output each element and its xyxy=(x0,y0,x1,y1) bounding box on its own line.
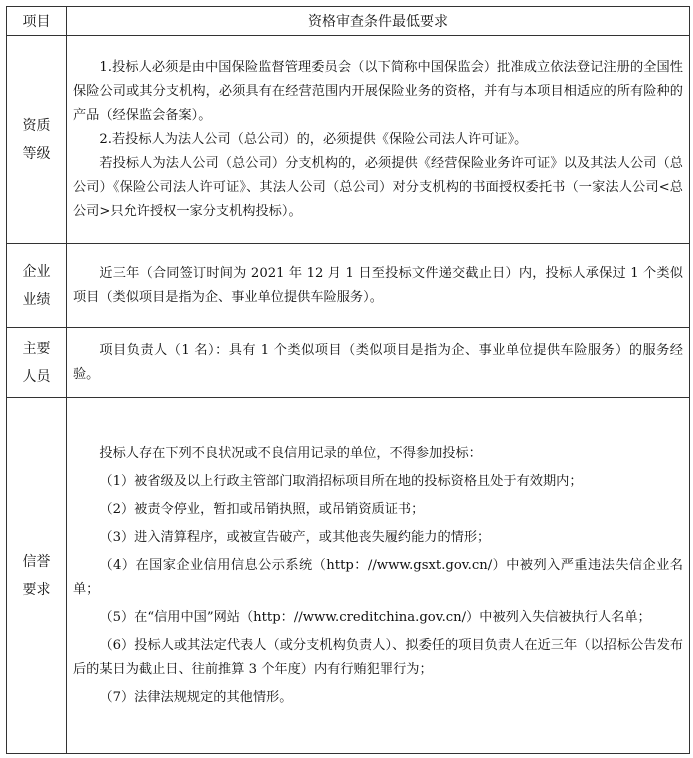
list-item: （5）在“信用中国”网站（http：//www.creditchina.gov.cn/）中被列入失信被执行人名单； xyxy=(99,609,651,625)
row-label-line: 信誉 xyxy=(22,553,51,570)
paragraph: 项目负责人（1 名）：具有 1 个类似项目（类似项目是指为企、事业单位提供车险服务）的服务经验。 xyxy=(73,342,683,382)
row-content xyxy=(67,328,690,398)
row-content xyxy=(67,398,690,754)
row-label xyxy=(7,36,67,244)
list-item: （1）被省级及以上行政主管部门取消招标项目所在地的投标资格且处于有效期内； xyxy=(99,473,583,489)
row-label xyxy=(7,328,67,398)
row-label-line: 业绩 xyxy=(22,291,51,308)
row-company-performance xyxy=(7,244,690,328)
list-item: （6）投标人或其法定代表人（或分支机构负责人）、拟委任的项目负责人在近三年（以招标公告发布后的某日为截止日、往前推算 3 个年度）内有行贿犯罪行为； xyxy=(73,637,683,677)
row-key-personnel xyxy=(7,328,690,398)
header-item: 项目 xyxy=(7,7,67,36)
list-item: （4）在国家企业信用信息公示系统（http：//www.gsxt.gov.cn/）中被列入严重违法失信企业名单； xyxy=(73,557,683,597)
row-credit-requirements xyxy=(7,398,690,754)
list-item: （3）进入清算程序，或被宣告破产，或其他丧失履约能力的情形； xyxy=(99,529,491,545)
row-content xyxy=(67,36,690,244)
list-item: （7）法律法规规定的其他情形。 xyxy=(99,689,293,705)
row-label-line: 企业 xyxy=(22,263,51,280)
paragraph: 1.投标人必须是由中国保险监督管理委员会（以下简称中国保监会）批准成立依法登记注册的全国性保险公司或其分支机构，必须具有在经营范围内开展保险业务的资格，并有与本项目相适应的所有险种的产品（经保监会备案）。 xyxy=(73,59,683,123)
paragraph: 近三年（合同签订时间为 2021 年 12 月 1 日至投标文件递交截止日）内，投标人承保过 1 个类似项目（类似项目是指为企、事业单位提供车险服务）。 xyxy=(73,265,683,305)
row-content xyxy=(67,244,690,328)
row-label-line: 资质 xyxy=(22,117,51,134)
row-label-line: 等级 xyxy=(22,145,51,162)
row-label xyxy=(7,244,67,328)
paragraph: 若投标人为法人公司（总公司）分支机构的，必须提供《经营保险业务许可证》以及其法人公司（总公司）《保险公司法人许可证》、其法人公司（总公司）对分支机构的书面授权委托书（一家法人公司<总公司>只允许授权一家分支机构投标）。 xyxy=(73,155,683,219)
row-qualification-level xyxy=(7,36,690,244)
list-item: （2）被责令停业，暂扣或吊销执照，或吊销资质证书； xyxy=(99,501,425,517)
qualification-table xyxy=(6,6,690,754)
row-label xyxy=(7,398,67,754)
row-label-line: 主要 xyxy=(22,340,51,357)
paragraph: 投标人存在下列不良状况或不良信用记录的单位，不得参加投标： xyxy=(99,445,482,461)
header-row xyxy=(7,7,690,36)
row-label-line: 人员 xyxy=(22,368,51,385)
header-requirement: 资格审查条件最低要求 xyxy=(67,7,690,36)
paragraph: 2.若投标人为法人公司（总公司）的，必须提供《保险公司法人许可证》。 xyxy=(99,131,528,147)
row-label-line: 要求 xyxy=(22,581,51,598)
